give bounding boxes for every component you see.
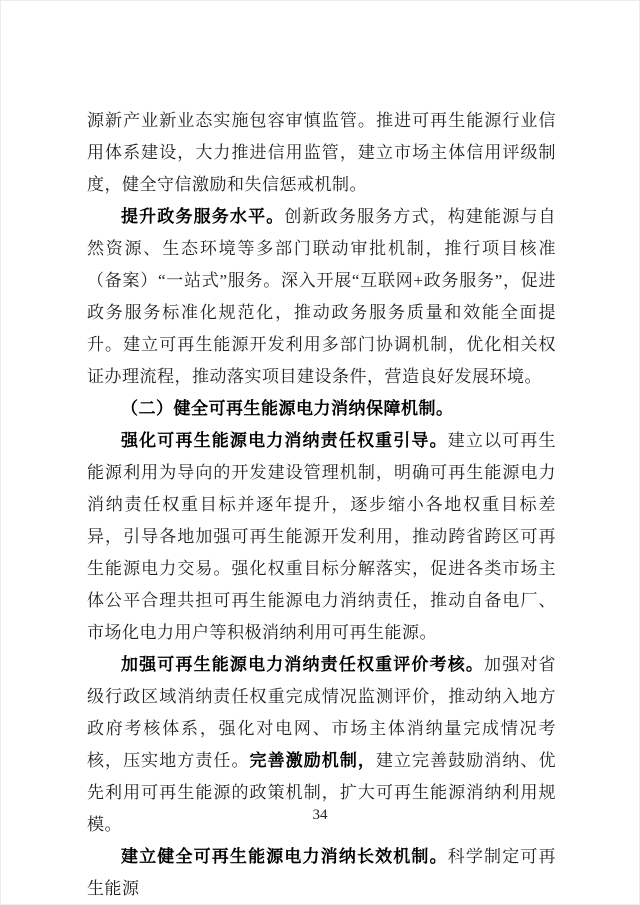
document-body	[87, 105, 556, 905]
paragraph-text: 加强对省级行政区域消纳责任权重完成情况监测评价，推动纳入地方政府考核体系，强化对电网、市场主体消纳量完成情况考核，压实地方责任。	[87, 655, 557, 770]
section-heading-text: （二）健全可再生能源电力消纳保障机制。	[121, 399, 454, 418]
paragraph-sublead: 完善激励机制，	[249, 751, 376, 770]
paragraph-lead: 加强可再生能源电力消纳责任权重评价考核。	[121, 655, 485, 674]
paragraph-continuation	[87, 105, 556, 201]
paragraph-text: 科学制定可再生能源	[87, 847, 557, 898]
section-heading	[87, 393, 556, 425]
paragraph-text: 建立完善鼓励消纳、优先利用可再生能源的政策机制，扩大可再生能源消纳利用规模。	[87, 751, 557, 834]
paragraph-lead: 建立健全可再生能源电力消纳长效机制。	[121, 847, 448, 866]
page-number: 34	[312, 807, 328, 823]
paragraph-weight-guidance	[87, 425, 556, 649]
paragraph-longterm-mechanism	[87, 841, 556, 905]
paragraph-lead: 提升政务服务水平。	[121, 207, 285, 226]
paragraph-text: 建立以可再生能源利用为导向的开发建设管理机制，明确可再生能源电力消纳责任权重目标并逐年提升，逐步缩小各地权重目标差异，引导各地加强可再生能源开发利用，推动跨省跨区可再生能源电力交易。强化权重目标分解落实，促进各类市场主体公平合理共担可再生能源电力消纳责任，推动自备电厂、市场化电力用户等积极消纳利用可再生能源。	[87, 431, 557, 642]
paragraph-lead: 强化可再生能源电力消纳责任权重引导。	[121, 431, 448, 450]
paragraph-service-level	[87, 201, 556, 393]
paragraph-text: 源新产业新业态实施包容审慎监管。推进可再生能源行业信用体系建设，大力推进信用监管，建立市场主体信用评级制度，健全守信激励和失信惩戒机制。	[87, 111, 556, 194]
paragraph-text: 创新政务服务方式，构建能源与自然资源、生态环境等多部门联动审批机制，推行项目核准（备案）“一站式”服务。深入开展“互联网+政务服务”，促进政务服务标准化规范化，推动政务服务质量和效能全面提升。建立可再生能源开发利用多部门协调机制，优化相关权证办理流程，推动落实项目建设条件，营造良好发展环境。	[87, 207, 557, 386]
